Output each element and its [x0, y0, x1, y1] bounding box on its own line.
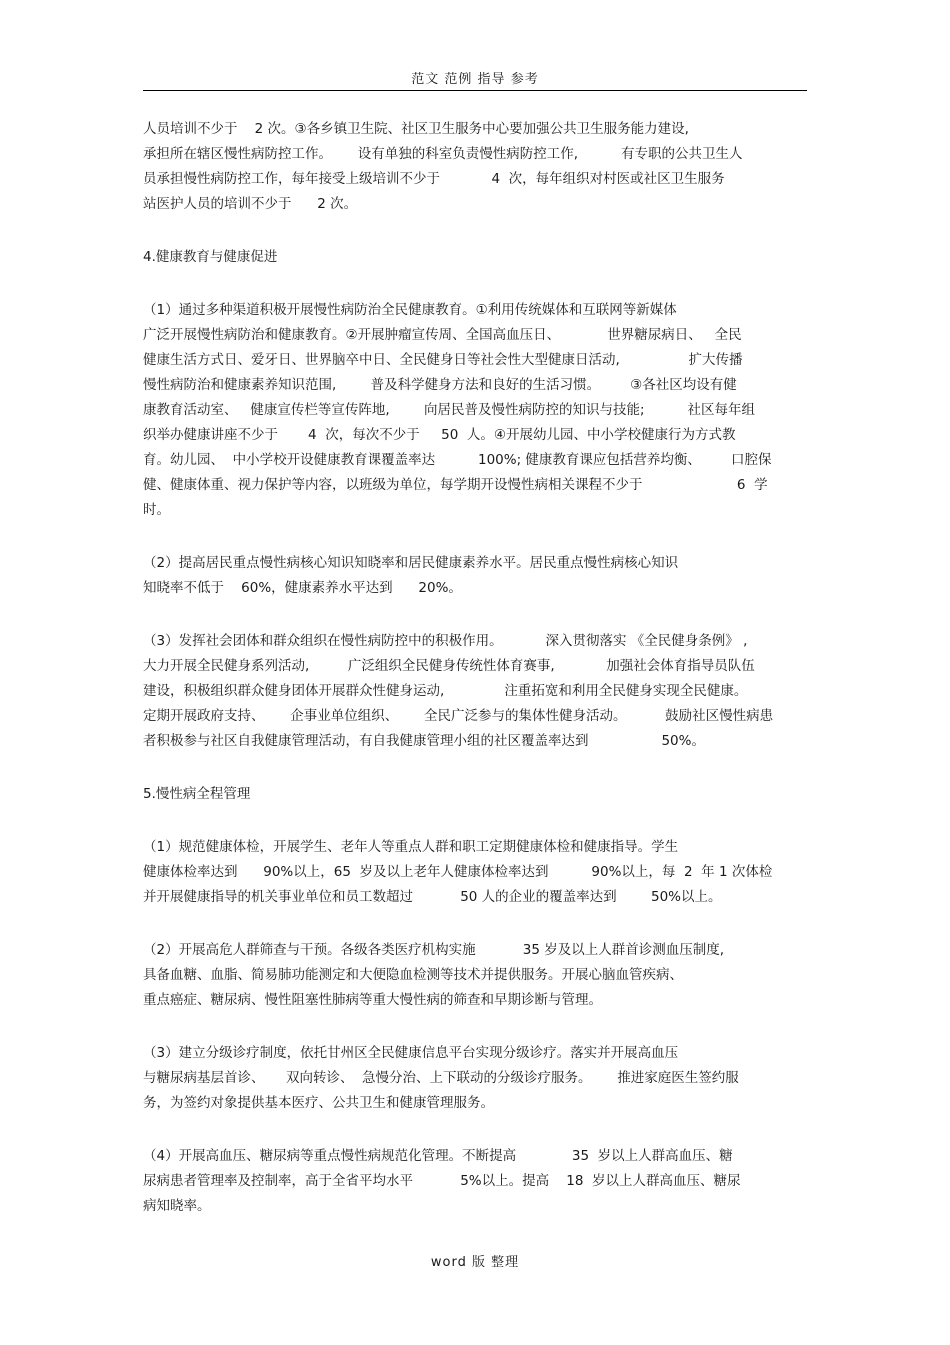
text-line-content: 员承担慢性病防控工作，每年接受上级培训不少于 4 次，每年组织对村医或社区卫生服务 [143, 171, 725, 187]
text-line-content: 者积极参与社区自我健康管理活动，有自我健康管理小组的社区覆盖率达到 50%。 [143, 733, 705, 749]
text-line-content: 务，为签约对象提供基本医疗、公共卫生和健康管理服务。 [143, 1095, 494, 1111]
text-line [143, 1041, 813, 1066]
text-line [143, 1169, 813, 1194]
text-line-content: 站医护人员的培训不少于 2 次。 [143, 196, 358, 212]
text-line-content: 重点癌症、糖尿病、慢性阻塞性肺病等重大慢性病的筛查和早期诊断与管理。 [143, 992, 602, 1008]
text-line-content: （1）规范健康体检，开展学生、老年人等重点人群和职工定期健康体检和健康指导。学生 [143, 839, 679, 855]
text-line [143, 498, 813, 523]
text-line-content: 知晓率不低于 60%，健康素养水平达到 20%。 [143, 580, 462, 596]
text-line-content: 定期开展政府支持、 企事业单位组织、 全民广泛参与的集体性健身活动。 鼓励社区慢性病患 [143, 708, 774, 724]
paragraph-chronic-management [143, 1144, 813, 1219]
text-line [143, 938, 813, 963]
text-line-content: 育。幼儿园、 中小学校开设健康教育课覆盖率达 100%; 健康教育课应包括营养均衡、 口腔保 [143, 452, 772, 468]
text-line [143, 629, 813, 654]
text-line-content: 健、健康体重、视力保护等内容，以班级为单位，每学期开设慢性病相关课程不少于 6 学 [143, 477, 768, 493]
text-line-content: 并开展健康指导的机关事业单位和员工数超过 50 人的企业的覆盖率达到 50%以上。 [143, 889, 722, 905]
page-footer: word 版 整理 [430, 1255, 520, 1270]
text-line [143, 323, 813, 348]
paragraph-health-checkup [143, 835, 813, 910]
text-line [143, 473, 813, 498]
text-line-content: 健康生活方式日、爱牙日、世界脑卒中日、全民健身日等社会性大型健康日活动, 扩大传播 [143, 352, 743, 368]
text-line-content: 建设，积极组织群众健身团体开展群众性健身运动, 注重拓宽和利用全民健身实现全民健康。 [143, 683, 748, 699]
text-line-content: 人员培训不少于 2 次。③各乡镇卫生院、社区卫生服务中心要加强公共卫生服务能力建设, [143, 121, 689, 137]
text-line [143, 551, 813, 576]
text-line [143, 729, 813, 754]
text-line [143, 423, 813, 448]
section-heading: 4.健康教育与健康促进 [143, 249, 278, 265]
text-line-content: （3）建立分级诊疗制度，依托甘州区全民健康信息平台实现分级诊疗。落实并开展高血压 [143, 1045, 679, 1061]
text-line [143, 679, 813, 704]
text-line-content: 具备血糖、血脂、简易肺功能测定和大便隐血检测等技术并提供服务。开展心脑血管疾病、 [143, 967, 683, 983]
text-line [143, 167, 813, 192]
text-line [143, 860, 813, 885]
text-line-content: 织举办健康讲座不少于 4 次，每次不少于 50 人。④开展幼儿园、中小学校健康行为方式教 [143, 427, 736, 443]
paragraph-screening [143, 938, 813, 1013]
text-line [143, 704, 813, 729]
text-line [143, 373, 813, 398]
text-line-content: 尿病患者管理率及控制率，高于全省平均水平 5%以上。提高 18 岁以上人群高血压、糖尿 [143, 1173, 741, 1189]
text-line-content: （2）开展高危人群筛查与干预。各级各类医疗机构实施 35 岁及以上人群首诊测血压制度, [143, 942, 725, 958]
document-body [143, 117, 813, 1219]
text-line-content: 广泛开展慢性病防治和健康教育。②开展肿瘤宣传周、全国高血压日、 世界糖尿病日、 全民 [143, 327, 742, 343]
text-line [143, 398, 813, 423]
text-line [143, 963, 813, 988]
text-line-content: （2）提高居民重点慢性病核心知识知晓率和居民健康素养水平。居民重点慢性病核心知识 [143, 555, 679, 571]
paragraph-health-literacy [143, 551, 813, 601]
text-line-content: 康教育活动室、 健康宣传栏等宣传阵地, 向居民普及慢性病防控的知识与技能; 社区每年组 [143, 402, 755, 418]
text-line [143, 117, 813, 142]
text-line [143, 1091, 813, 1116]
paragraph-tiered-diagnosis [143, 1041, 813, 1116]
text-line [143, 835, 813, 860]
text-line [143, 1144, 813, 1169]
page-header: 范文 范例 指导 参考 [411, 72, 539, 87]
text-line-content: 大力开展全民健身系列活动, 广泛组织全民健身传统性体育赛事, 加强社会体育指导员队伍 [143, 658, 755, 674]
text-line-content: 与糖尿病基层首诊、 双向转诊、 急慢分治、上下联动的分级诊疗服务。 推进家庭医生签约服 [143, 1070, 739, 1086]
text-line-content: 病知晓率。 [143, 1198, 211, 1214]
text-line-content: 时。 [143, 502, 170, 518]
text-line-content: 健康体检率达到 90%以上，65 岁及以上老年人健康体检率达到 90%以上，每 2 年 1 次体检 [143, 864, 773, 880]
text-line-content: （4）开展高血压、糖尿病等重点慢性病规范化管理。不断提高 35 岁以上人群高血压、糖 [143, 1148, 733, 1164]
paragraph-health-education [143, 298, 813, 523]
text-line [143, 192, 813, 217]
text-line [143, 988, 813, 1013]
text-line-content: 慢性病防治和健康素养知识范围, 普及科学健身方法和良好的生活习惯。 ③各社区均设有健 [143, 377, 737, 393]
text-line [143, 654, 813, 679]
paragraph-staff-training [143, 117, 813, 217]
header-divider [143, 90, 807, 91]
paragraph-social-organizations [143, 629, 813, 754]
text-line [143, 1066, 813, 1091]
text-line-content: 承担所在辖区慢性病防控工作。 设有单独的科室负责慢性病防控工作, 有专职的公共卫生人 [143, 146, 743, 162]
text-line-content: （1）通过多种渠道积极开展慢性病防治全民健康教育。①利用传统媒体和互联网等新媒体 [143, 302, 677, 318]
text-line [143, 298, 813, 323]
text-line [143, 1194, 813, 1219]
text-line [143, 885, 813, 910]
text-line-content: （3）发挥社会团体和群众组织在慢性病防控中的积极作用。 深入贯彻落实 《全民健身条例》 , [143, 633, 748, 649]
text-line [143, 448, 813, 473]
section-heading: 5.慢性病全程管理 [143, 786, 251, 802]
text-line [143, 142, 813, 167]
text-line [143, 348, 813, 373]
text-line [143, 576, 813, 601]
